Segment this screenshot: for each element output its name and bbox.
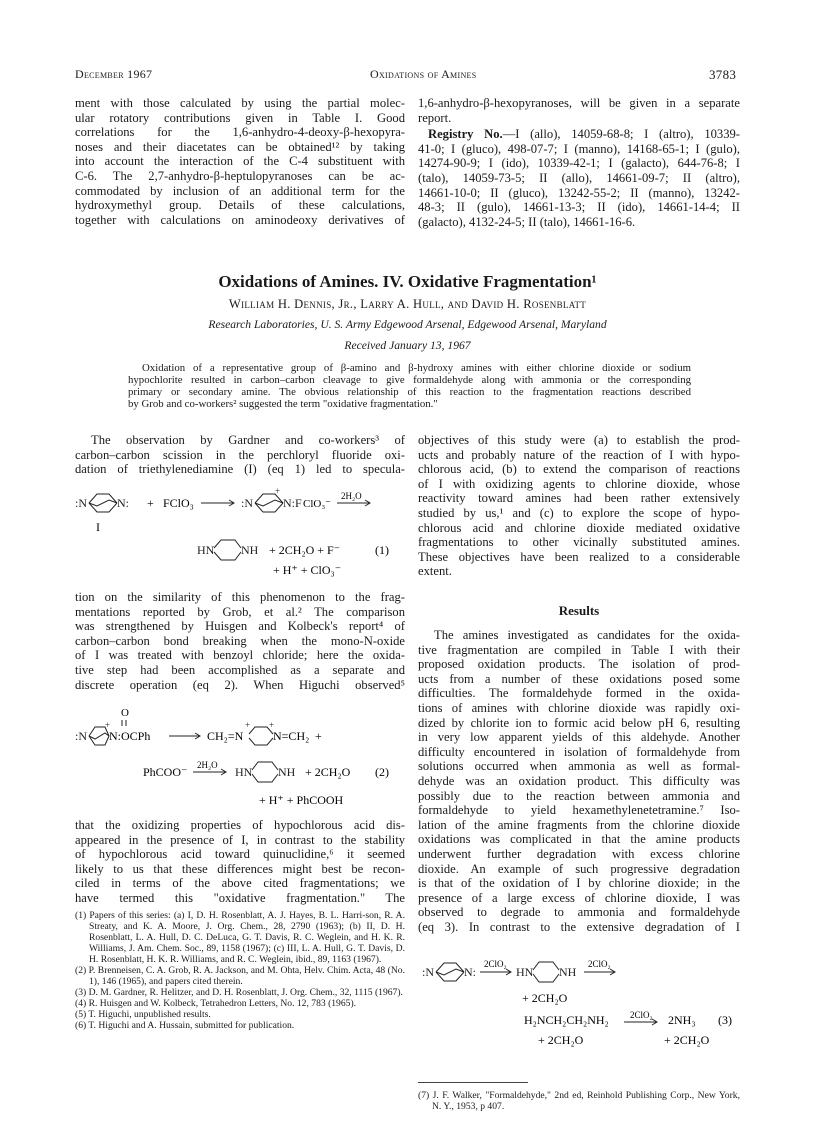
text-line: noses and their diacetates can be obtained¹² by taking [75, 139, 405, 154]
reactant-label: N:OCPh [109, 729, 151, 743]
text-line: reactivity toward amines had been rather extensively [418, 491, 740, 506]
text-line: was strengthened by Huisgen and Kolbeck's report⁴ of [75, 619, 405, 634]
equation-2 [75, 700, 405, 812]
text-line: tive fragmentation are compiled in Table I with their [418, 642, 740, 657]
article-authors: William H. Dennis, Jr., Larry A. Hull, and David H. Rosenblatt [228, 297, 587, 311]
text-line: chlorous acid, (b) to extend the comparison of reactions [418, 462, 740, 477]
svg-text::N: :N [75, 729, 87, 743]
reagent-clo2: 2ClO₂ [484, 959, 507, 969]
product-left: CH₂=N [207, 729, 244, 743]
eq2-line2: + 2CH₂O [305, 765, 351, 779]
text-line: dized by chlorite ion to formic acid below pH 6, resulting [418, 715, 740, 730]
registry-line: 14661-10-0; II (gluco), 13242-55-2; II (manno), 13242- [418, 185, 740, 200]
text-line: dioxide. An example of such progressive degradation [418, 861, 740, 876]
text-line: proposed oxidation products. The isolation of prod- [418, 657, 740, 672]
text-line: tions of amines with chlorine dioxide was rapidly oxi- [418, 700, 740, 715]
text-line: difficulty encountered in isolation of formaldehyde from [418, 744, 740, 759]
text-line: have termed this "oxidative fragmentation." The [75, 890, 405, 905]
text-line: chlorous acid and chlorine dioxide mediated oxidative [418, 520, 740, 535]
text-line: These objectives have been realized to a considerable [418, 549, 740, 564]
text-line: in very low apparent yields of this aldehyde. Another [418, 730, 740, 745]
benzoate-anion: PhCOO⁻ [143, 765, 188, 779]
footnotes-right [418, 1090, 740, 1112]
text-line: (eq 3). In contrast to the extensive degradation of I [418, 919, 740, 934]
text-line: possibly due to the reaction between ammonia and [418, 788, 740, 803]
registry-text: —I (allo), 14059-68-8; I (altro), 10339- [502, 127, 741, 142]
text-line: C-6. The 2,7-anhydro-β-heptulopyranoses can be ac- [75, 168, 405, 183]
text-line: ciled in terms of the above cited fragmentations; we [75, 876, 405, 891]
footnote: (2) P. Brenneisen, C. A. Grob, R. A. Jackson, and M. Ohta, Helv. Chim. Acta, 48 (No. 1), 146 (1965), and papers cited therein. [75, 965, 405, 987]
product-right: N=CH₂ [273, 729, 310, 743]
text-line: ular rotatory contributions given in Table I. Good [75, 110, 405, 125]
running-header-title: Oxidations of Amines [370, 67, 477, 81]
eq3-line3a: + 2CH₂O [538, 1033, 584, 1047]
top-right-text [418, 96, 740, 229]
text-line: of I was treated with benzoyl chloride; here the oxida- [75, 648, 405, 663]
svg-text:+: + [269, 720, 275, 730]
equation-number: (3) [718, 1013, 732, 1027]
svg-text:HN: HN [197, 543, 215, 557]
label-I: I [96, 520, 100, 534]
reagent-water: 2H₂O [197, 760, 218, 770]
text-line: mentations reported by Grob, et al.² The comparison [75, 604, 405, 619]
piperazine-structure [235, 762, 296, 782]
text-line: 1,6-anhydro-β-hexopyranoses, will be given in a separate [418, 96, 740, 110]
footnote: (7) J. F. Walker, "Formaldehyde," 2nd ed, Reinhold Publishing Corp., New York, N. Y., 1953, p 407. [418, 1090, 740, 1112]
svg-text:+: + [105, 720, 111, 730]
text-line: report. [418, 110, 452, 125]
fluoro-ammonium-structure [241, 486, 302, 512]
footnote: (6) T. Higuchi and A. Hussain, submitted for publication. [75, 1020, 295, 1031]
text-line: ment with those calculated by using the partial molec- [75, 96, 405, 110]
triethylenediamine-structure [75, 494, 129, 512]
text-line: carbon–carbon bond breaking when the mono-N-oxide [75, 633, 405, 648]
text-line: likely to us that these differences might best be recon- [75, 861, 405, 876]
reagent-clo2-2: 2ClO₂ [588, 959, 611, 969]
text-line: hydroxymethyl group. Details of these calculations, [75, 198, 405, 213]
registry-line [418, 127, 740, 142]
left-para-1 [75, 433, 405, 477]
registry-line: 41-0; I (gluco), 498-07-7; I (manno), 14168-65-1; I (gulo), [418, 141, 740, 156]
equation-number: (1) [375, 543, 389, 557]
svg-text:NH: NH [241, 543, 259, 557]
svg-text:NH: NH [278, 765, 296, 779]
oxygen-label: O [121, 707, 129, 719]
svg-text:+: + [275, 486, 281, 496]
svg-text::N: :N [422, 965, 434, 979]
text-line: that the oxidizing properties of hypochlorous acid dis- [75, 818, 405, 832]
footnote: (4) R. Huisgen and W. Kolbeck, Tetrahedron Letters, No. 12, 783 (1965). [75, 998, 357, 1009]
right-para-1 [418, 433, 740, 579]
svg-text:N:F: N:F [283, 496, 302, 510]
eq3-line3b: + 2CH₂O [664, 1033, 710, 1047]
registry-line: 48-3; II (gulo), 14661-13-3; II (ido), 14661-14-4; II [418, 200, 740, 215]
text-line: correlations for the 1,6-anhydro-4-deoxy-β-hexopyra- [75, 125, 405, 140]
text-line: commodated by inclusion of an additional term for the [75, 183, 405, 198]
abstract [128, 362, 691, 410]
text-line: tion on the similarity of this phenomenon to the frag- [75, 590, 405, 604]
svg-text::N: :N [75, 496, 87, 510]
footnote-rule [418, 1082, 528, 1083]
svg-text:HN: HN [516, 965, 534, 979]
text-line: objectives of this study were (a) to establish the prod- [418, 433, 740, 447]
eq1-line3: + H⁺ + ClO₃⁻ [273, 563, 342, 577]
text-line: tive step had been accomplished as a separate and [75, 662, 405, 677]
text-line: underwent further degradation with excess chlorine [418, 846, 740, 861]
abstract-line: Oxidation of a representative group of β-amino and β-hydroxy amines with either chlorine dioxide or sodium [142, 362, 691, 374]
text-line: fragmentations to other vicinally substituted amines. [418, 535, 740, 550]
left-para-3 [75, 818, 405, 906]
footnote: (5) T. Higuchi, unpublished results. [75, 1009, 211, 1020]
abstract-line: hypochlorite resulted in carbon–carbon cleavage to give formaldehyde along with ammonia or the corresponding [128, 374, 691, 386]
chlorate-anion: ClO₃⁻ [303, 498, 331, 510]
piperazine-structure [197, 540, 259, 560]
ammonia-product: 2NH₃ [668, 1013, 696, 1027]
text-line: discrete operation (eq 2). When Higuchi observed⁵ [75, 677, 405, 692]
registry-line: (galacto), 4132-24-5; II (talo), 14661-16-6. [418, 214, 636, 229]
text-line: difficulties. The formaldehyde formed in the oxida- [418, 686, 740, 701]
registry-line: (talo), 14059-73-5; II (allo), 14661-09-7; II (altro), [418, 170, 740, 185]
reagent-clo2-3: 2ClO₂ [630, 1010, 653, 1020]
text-line: of I with oxidizing agents to chlorine dioxide, whose [418, 476, 740, 491]
equation-3 [418, 942, 740, 1060]
text-line: The observation by Gardner and co-workers³ of [91, 433, 405, 447]
reagent-water: 2H₂O [341, 491, 362, 501]
abstract-line: by Grob and co-workers² suggested the term "oxidative fragmentation." [128, 398, 438, 410]
svg-text:N:: N: [117, 496, 129, 510]
n-benzoyloxy-structure [75, 720, 110, 745]
diiminium-ring [245, 720, 274, 745]
eq2-line3: + H⁺ + PhCOOH [259, 793, 344, 807]
running-header-date: December 1967 [75, 67, 153, 81]
article-affiliation: Research Laboratories, U. S. Army Edgewood Arsenal, Edgewood Arsenal, Maryland [208, 318, 607, 331]
reagent-fclo3: FClO₃ [163, 496, 194, 510]
text-line: is that of the oxidation of I by chlorine dioxide; in the [418, 876, 740, 891]
section-heading-results: Results [558, 603, 600, 618]
text-line: dehyde was an oxidation product. This difficulty was [418, 773, 740, 788]
eq3-line2: + 2CH₂O [522, 991, 568, 1005]
diamine: H₂NCH₂CH₂NH₂ [524, 1013, 609, 1027]
svg-text:+: + [147, 496, 154, 510]
received-date: Received January 13, 1967 [344, 339, 471, 352]
text-line: formaldehyde to yield hexamethylenetetramine.⁷ Iso- [418, 803, 740, 818]
text-line: ucts from a number of these oxidations posed some [418, 671, 740, 686]
text-line: ucts and probably nature of the reaction of I with hypo- [418, 447, 740, 462]
eq1-line2: + 2CH₂O + F⁻ [269, 543, 341, 557]
text-line: together with calculations on aminodeoxy derivatives of [75, 212, 405, 227]
svg-text:+: + [315, 729, 322, 743]
svg-text:HN: HN [235, 765, 253, 779]
results-text [418, 628, 740, 934]
registry-line: 14274-90-9; I (ido), 10339-42-1; I (galacto), 644-76-8; I [418, 156, 740, 171]
top-left-text [75, 96, 405, 227]
footnotes-left [75, 910, 405, 1031]
text-line: appeared in the presence of I, in contrast to the stability [75, 832, 405, 847]
svg-text:N:: N: [464, 965, 476, 979]
text-line: oxidations was complicated in that the amine products [418, 832, 740, 847]
text-line: presence of a large excess of chlorine dioxide, I was [418, 890, 740, 905]
footnote: (3) D. M. Gardner, R. Helitzer, and D. H. Rosenblatt, J. Org. Chem., 32, 1115 (1967). [75, 987, 403, 998]
svg-text::N: :N [241, 496, 253, 510]
text-line: into account the interaction of the C-4 substituent with [75, 154, 405, 169]
text-line: The amines investigated as candidates for the oxida- [434, 628, 740, 642]
text-line: extent. [418, 564, 452, 579]
piperazine-structure [516, 962, 577, 982]
equation-1 [75, 482, 405, 582]
text-line: lation of the amine fragments from the chlorine dioxide [418, 817, 740, 832]
text-line: solutions occurred when ammonia as well as formal- [418, 759, 740, 774]
svg-text:NH: NH [559, 965, 577, 979]
registry-label: Registry No. [428, 127, 503, 142]
svg-text:+: + [245, 720, 251, 730]
left-para-2 [75, 590, 405, 692]
article-title: Oxidations of Amines. IV. Oxidative Fragmentation¹ [218, 272, 597, 291]
text-line: observed to degrade to ammonia and formaldehyde [418, 905, 740, 920]
text-line: carbon–carbon scission in the perchloryl fluoride oxi- [75, 447, 405, 462]
text-line: dation of triethylenediamine (I) (eq 1) led to specula- [75, 462, 405, 477]
triethylenediamine-structure [422, 963, 476, 981]
footnote: (1) Papers of this series: (a) I, D. H. Rosenblatt, A. J. Hayes, B. L. Harri-son, R. A. Streaty, and K. A. Moore, J. Org. Chem., 28, 2790 (1963); (b) II, D. H. Rosenblatt, L. A. Hull, D. C. DeLuca, G. T. Davis, R. C. Weglein, and H. K. R. Williams, J. Am. Chem. Soc., 89, 1158 (1967); (c) III, L. A. Hull, G. T. Davis, D. H. Rosenblatt, H. K. R. Williams, and R. C. Weglein, ibid., 89, 1163 (1967). [75, 910, 405, 965]
equation-number: (2) [375, 765, 389, 779]
abstract-line: primary or secondary amine. The obvious relationship of this reaction to the fragmentation reactions described [128, 386, 691, 398]
page-number: 3783 [709, 67, 737, 82]
text-line: studied by us,¹ and (c) to explore the scope of hypo- [418, 505, 740, 520]
text-line: of hypochlorous acid toward quinuclidine,⁶ it seemed [75, 847, 405, 862]
